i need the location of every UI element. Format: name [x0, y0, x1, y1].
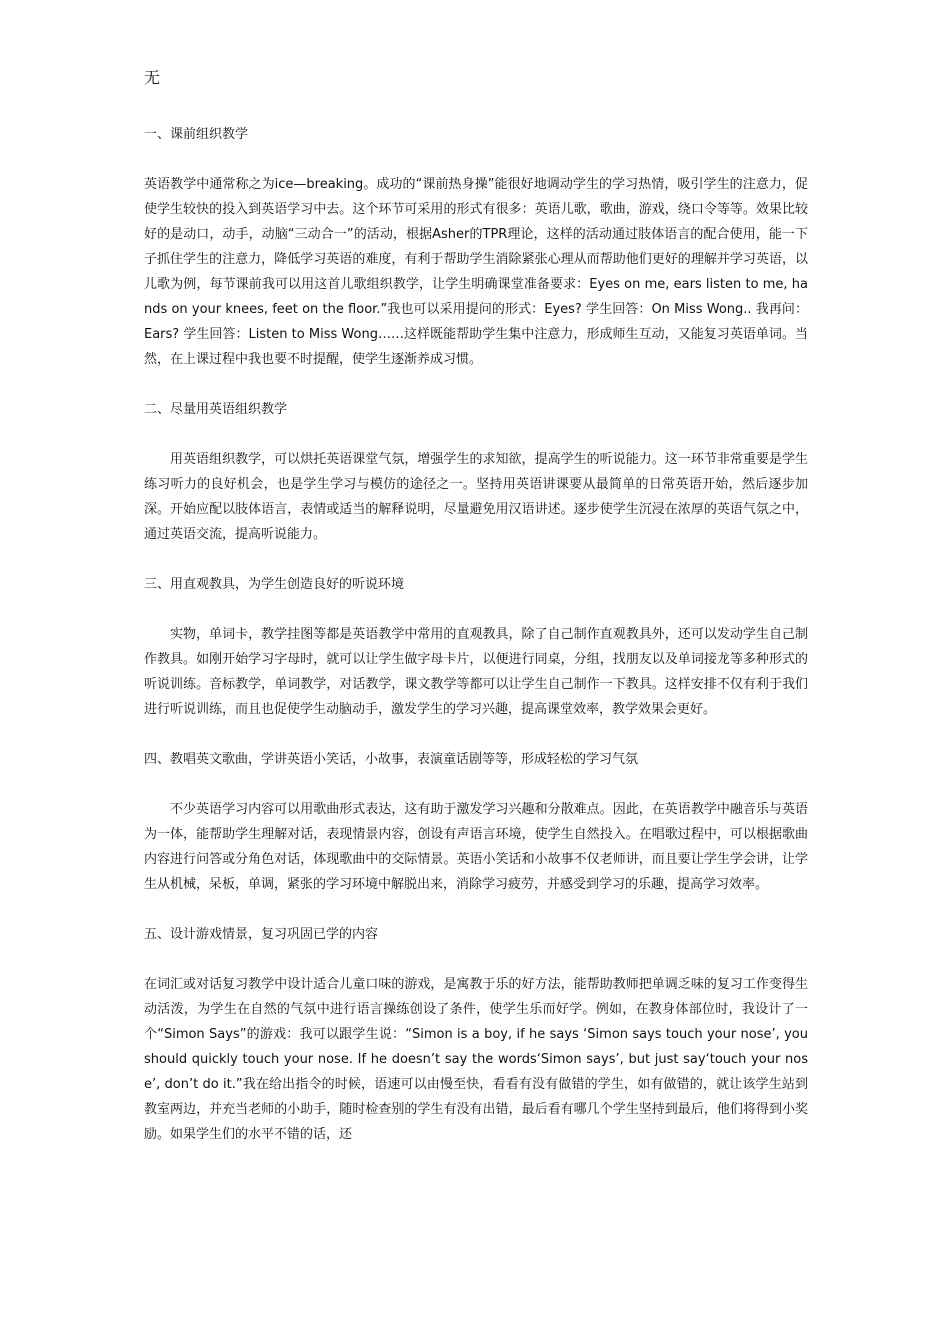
section-heading-5: 五、设计游戏情景，复习巩固已学的内容 — [144, 927, 379, 942]
section-paragraph-2: 用英语组织教学，可以烘托英语课堂气氛，增强学生的求知欲，提高学生的听说能力。这一环节非常重要是学生练习听力的良好机会，也是学生学习与模仿的途径之一。坚持用英语讲课要从最简单的日常英语开始，然后逐步加深。开始应配以肢体语言，表情或适当的解释说明，尽量避免用汉语讲述。逐步使学生沉浸在浓厚的英语气氛之中，通过英语交流，提高听说能力。 — [144, 452, 808, 542]
section-paragraph-4: 不少英语学习内容可以用歌曲形式表达，这有助于激发学习兴趣和分散难点。因此，在英语教学中融音乐与英语为一体，能帮助学生理解对话，表现情景内容，创设有声语言环境，使学生自然投入。在唱歌过程中，可以根据歌曲内容进行问答或分角色对话，体现歌曲中的交际情景。英语小笑话和小故事不仅老师讲，而且要让学生学会讲，让学生从机械，呆板，单调，紧张的学习环境中解脱出来，消除学习疲劳，并感受到学习的乐趣，提高学习效率。 — [144, 802, 808, 892]
section-paragraph-5: 在词汇或对话复习教学中设计适合儿童口味的游戏，是寓教于乐的好方法，能帮助教师把单调乏味的复习工作变得生动活泼，为学生在自然的气氛中进行语言操练创设了条件，使学生乐而好学。例如，在教身体部位时，我设计了一个“Simon Says”的游戏：我可以跟学生说：“Simon is a boy, if he says ‘Simon says touch your nose’, you should quickly touch your nose. If he doesn’t say the words‘Simon says’, but just say‘touch your nose’, don’t do it.”我在给出指令的时候，语速可以由慢至快，看看有没有做错的学生，如有做错的，就让该学生站到教室两边，并充当老师的小助手，随时检查别的学生有没有出错，最后看有哪几个学生坚持到最后，他们将得到小奖励。如果学生们的水平不错的话，还 — [144, 977, 808, 1142]
section-paragraph-3: 实物，单词卡，教学挂图等都是英语教学中常用的直观教具，除了自己制作直观教具外，还可以发动学生自己制作教具。如刚开始学习字母时，就可以让学生做字母卡片，以便进行同桌，分组，找朋友以及单词接龙等多种形式的听说训练。音标教学，单词教学，对话教学，课文教学等都可以让学生自己制作一下教具。这样安排不仅有利于我们进行听说训练，而且也促使学生动脑动手，激发学生的学习兴趣，提高课堂效率，教学效果会更好。 — [144, 627, 808, 717]
section-paragraph-1: 英语教学中通常称之为ice—breaking。成功的“课前热身操”能很好地调动学生的学习热情，吸引学生的注意力，促使学生较快的投入到英语学习中去。这个环节可采用的形式有很多：英语儿歌，歌曲，游戏，绕口令等等。效果比较好的是动口，动手，动脑“三动合一”的活动，根据Asher的TPR理论，这样的活动通过肢体语言的配合使用，能一下子抓住学生的注意力，降低学习英语的难度，有利于帮助学生消除紧张心理从而帮助他们更好的理解并学习英语，以儿歌为例，每节课前我可以用这首儿歌组织教学，让学生明确课堂准备要求：Eyes on me, ears listen to me, hands on your knees, feet on the floor.”我也可以采用提问的形式：Eyes? 学生回答：On Miss Wong.. 我再问：Ears? 学生回答：Listen to Miss Wong……这样既能帮助学生集中注意力，形成师生互动，又能复习英语单词。当然，在上课过程中我也要不时提醒，使学生逐渐养成习惯。 — [144, 177, 808, 367]
section-heading-1: 一、课前组织教学 — [144, 127, 249, 142]
section-heading-3: 三、用直观教具，为学生创造良好的听说环境 — [144, 577, 405, 592]
document-title: 无 — [144, 68, 161, 87]
section-heading-2: 二、尽量用英语组织教学 — [144, 402, 288, 417]
section-heading-4: 四、教唱英文歌曲，学讲英语小笑话，小故事，表演童话剧等等，形成轻松的学习气氛 — [144, 752, 639, 767]
document-body — [144, 122, 808, 1172]
